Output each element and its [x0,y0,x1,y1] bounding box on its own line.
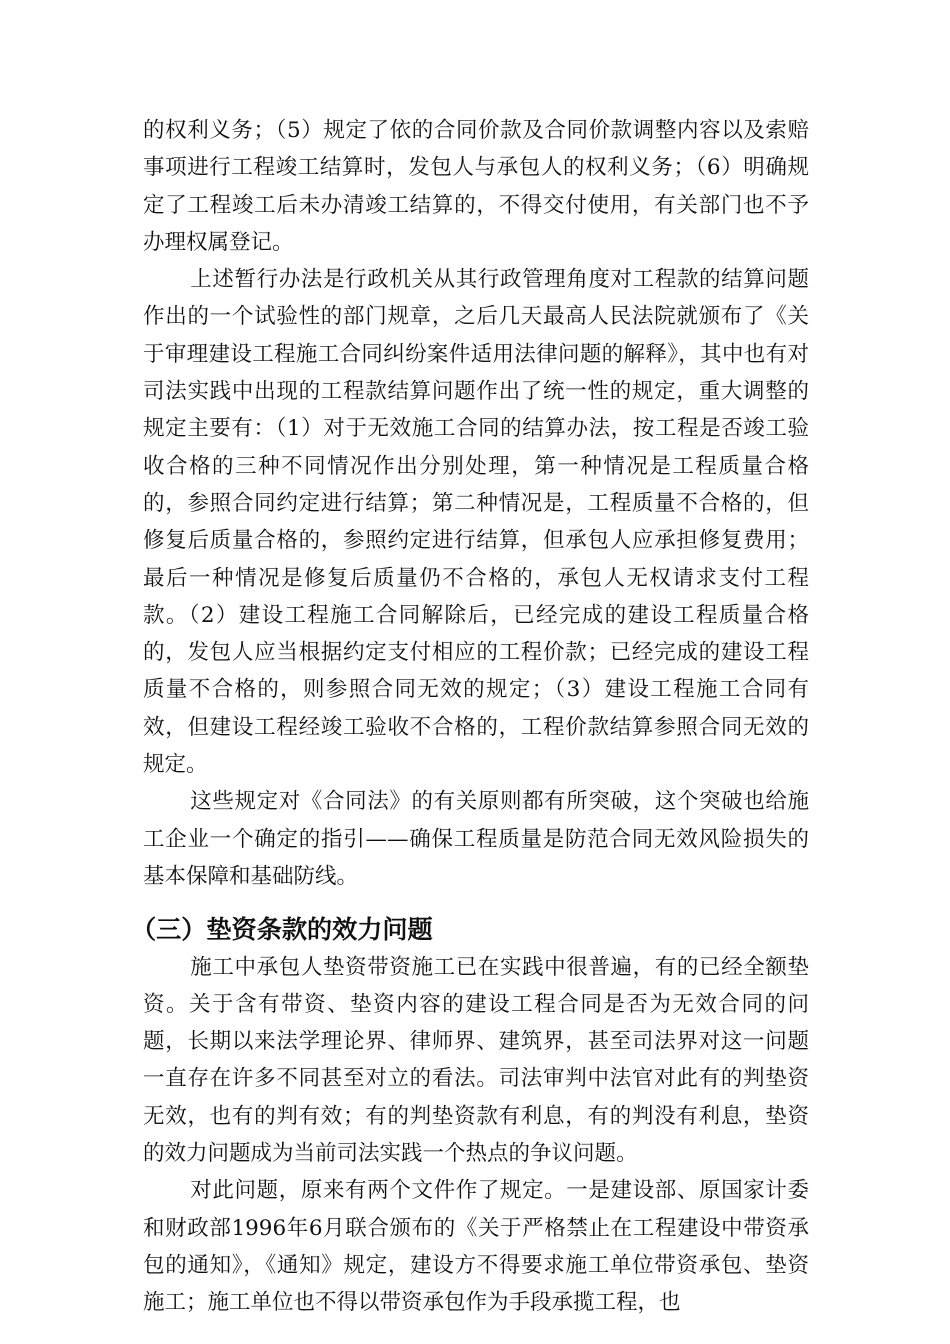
paragraph-two-documents: 对此问题，原来有两个文件作了规定。一是建设部、原国家计委和财政部1996年6月联合颁布的《关于严格禁止在工程建设中带资承包的通知》，《通知》规定，建设方不得要求施工单位带资承包、垫资施工；施工单位也不得以带资承包作为手段承揽工程，也 [143,1178,809,1316]
paragraph-settlement-interpretation: 上述暂行办法是行政机关从其行政管理角度对工程款的结算问题作出的一个试验性的部门规章，之后几天最高人民法院就颁布了《关于审理建设工程施工合同纠纷案件适用法律问题的解释》，其中也有对司法实践中出现的工程款结算问题作出了统一性的规定，重大调整的规定主要有：（1）对于无效施工合同的结算办法，按工程是否竣工验收合格的三种不同情况作出分别处理，第一种情况是工程质量合格的，参照合同约定进行结算；第二种情况是，工程质量不合格的，但修复后质量合格的，参照约定进行结算，但承包人应承担修复费用；最后一种情况是修复后质量仍不合格的，承包人无权请求支付工程款。（2）建设工程施工合同解除后，已经完成的建设工程质量合格的，发包人应当根据约定支付相应的工程价款；已经完成的建设工程质量不合格的，则参照合同无效的规定；（3）建设工程施工合同有效，但建设工程经竣工验收不合格的，工程价款结算参照合同无效的规定。 [143,267,809,778]
paragraph-contract-law-breakthrough: 这些规定对《合同法》的有关原则都有所突破，这个突破也给施工企业一个确定的指引——确保工程质量是防范合同无效风险损失的基本保障和基础防线。 [143,789,809,889]
paragraph-continued: 的权利义务；（5）规定了依的合同价款及合同价款调整内容以及索赔事项进行工程竣工结算时，发包人与承包人的权利义务；（6）明确规定了工程竣工后未办清竣工结算的，不得交付使用，有关部门也不予办理权属登记。 [143,118,809,255]
paragraph-advance-funding: 施工中承包人垫资带资施工已在实践中很普遍，有的已经全额垫资。关于含有带资、垫资内容的建设工程合同是否为无效合同的问题，长期以来法学理论界、律师界、建筑界，甚至司法界对这一问题一直存在许多不同甚至对立的看法。司法审判中法官对此有的判垫资无效，也有的判有效；有的判垫资款有利息，有的判没有利息，垫资的效力问题成为当前司法实践一个热点的争议问题。 [143,954,809,1167]
document-body [131,112,809,1322]
section-heading: （三）垫资条款的效力问题 [131,914,433,945]
